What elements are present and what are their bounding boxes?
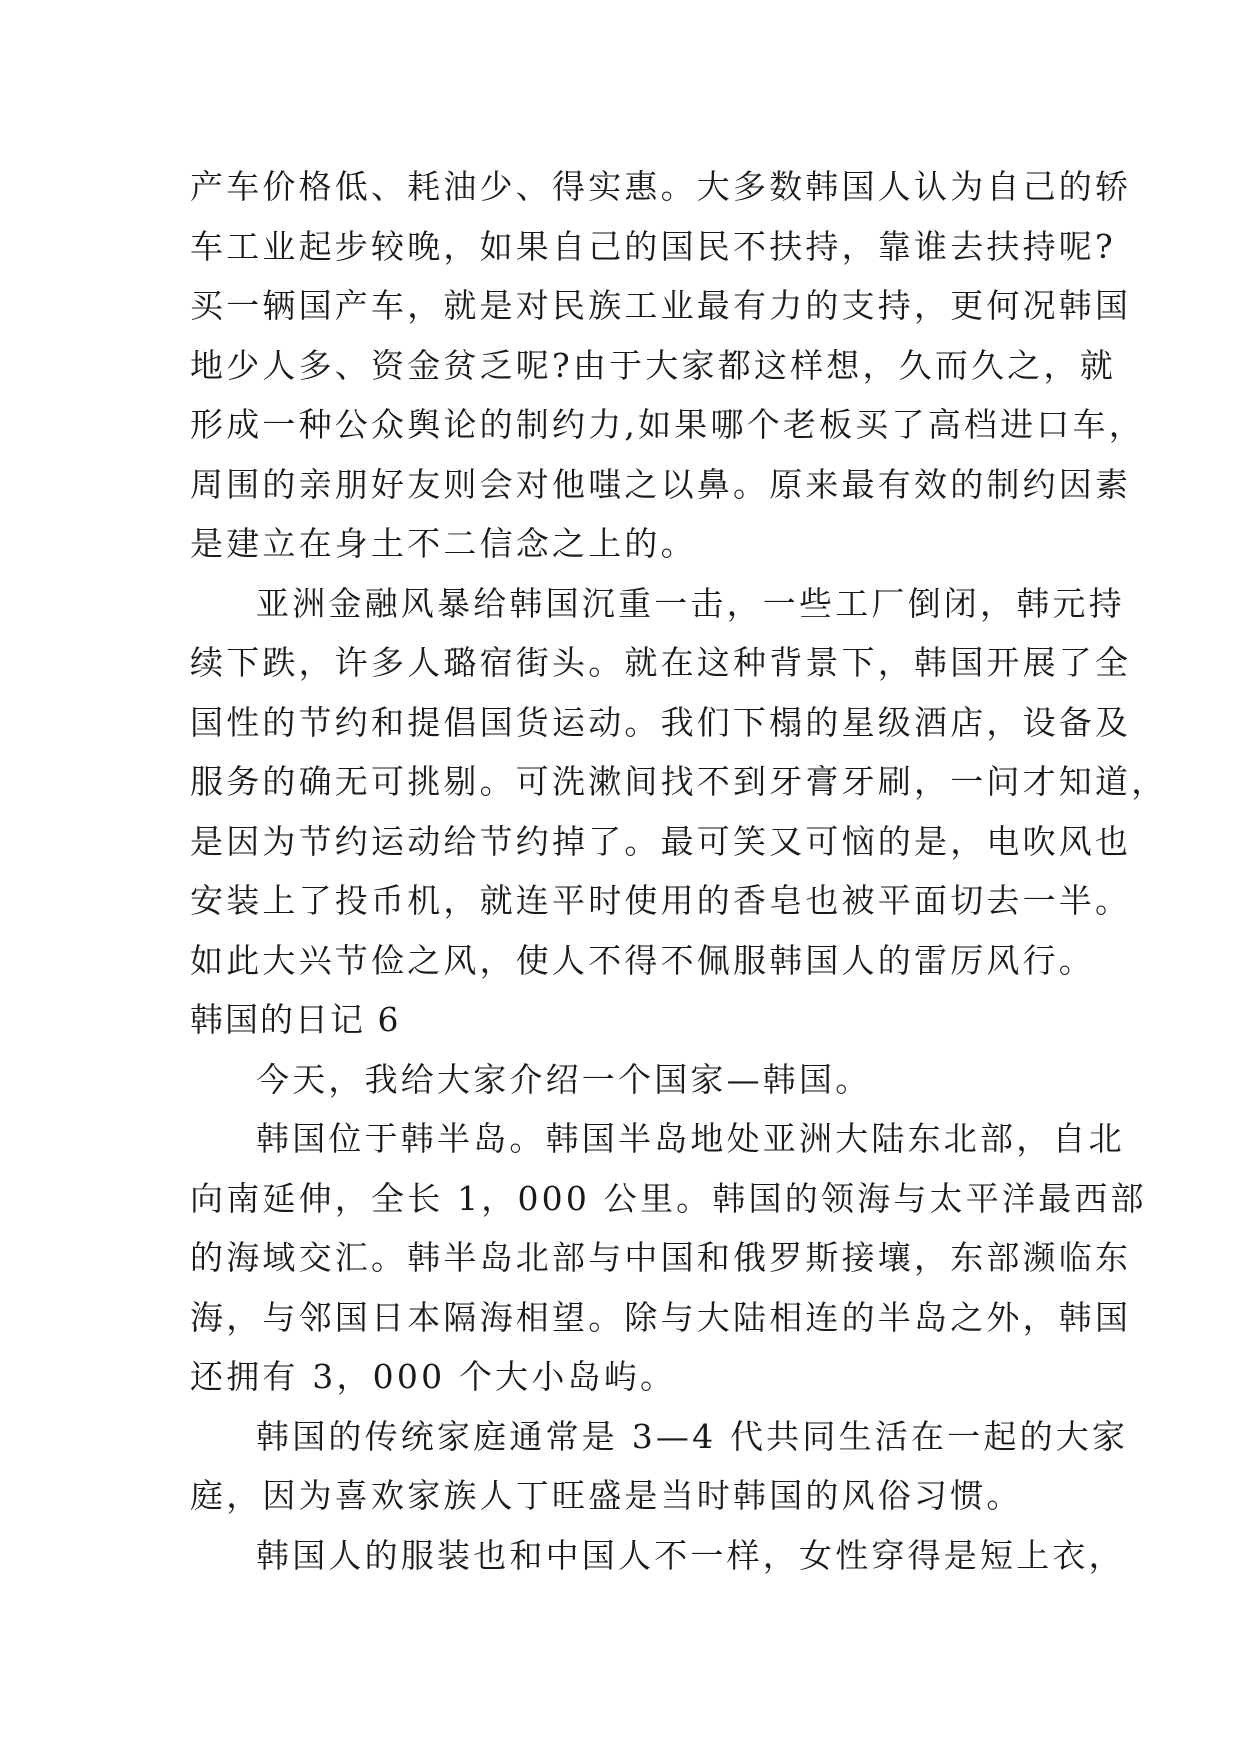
text-line: 产车价格低、耗油少、得实惠。大多数韩国人认为自己的轿 xyxy=(190,167,1132,206)
section-heading: 韩国的日记 6 xyxy=(190,1000,401,1039)
text-line: 韩国位于韩半岛。韩国半岛地处亚洲大陆东北部，自北 xyxy=(256,1119,1125,1158)
text-line: 续下跌，许多人璐宿街头。就在这种背景下，韩国开展了全 xyxy=(190,643,1132,682)
text-line: 如此大兴节俭之风，使人不得不佩服韩国人的雷厉风行。 xyxy=(190,940,1095,980)
text-line: 周围的亲朋好友则会对他嗤之以鼻。原来最有效的制约因素 xyxy=(190,464,1132,504)
text-line: 买一辆国产车，就是对民族工业最有力的支持，更何况韩国 xyxy=(190,286,1132,325)
text-line: 韩国的传统家庭通常是 3—4 代共同生活在一起的大家 xyxy=(256,1416,1129,1456)
text-line: 海，与邻国日本隔海相望。除与大陆相连的半岛之外，韩国 xyxy=(190,1297,1132,1337)
text-line: 国性的节约和提倡国货运动。我们下榻的星级酒店，设备及 xyxy=(190,702,1132,742)
text-line: 亚洲金融风暴给韩国沉重一击，一些工厂倒闭，韩元持 xyxy=(256,583,1125,623)
text-line: 韩国人的服装也和中国人不一样，女性穿得是短上衣， xyxy=(256,1535,1125,1575)
text-line: 服务的确无可挑剔。可洗漱间找不到牙膏牙刷，一问才知道， xyxy=(190,762,1168,801)
body-text xyxy=(190,157,1168,1585)
text-line: 地少人多、资金贫乏呢?由于大家都这样想，久而久之，就 xyxy=(190,345,1116,385)
text-line: 还拥有 3，000 个大小岛屿。 xyxy=(190,1357,677,1396)
text-line: 是因为节约运动给节约掉了。最可笑又可恼的是，电吹风也 xyxy=(190,821,1132,861)
text-line: 今天，我给大家介绍一个国家—韩国。 xyxy=(256,1059,872,1099)
text-line: 庭，因为喜欢家族人丁旺盛是当时韩国的风俗习惯。 xyxy=(190,1476,1023,1515)
text-line: 车工业起步较晚，如果自己的国民不扶持，靠谁去扶持呢? xyxy=(190,226,1116,266)
text-line: 的海域交汇。韩半岛北部与中国和俄罗斯接壤，东部濒临东 xyxy=(190,1238,1132,1277)
text-line: 是建立在身土不二信念之上的。 xyxy=(190,524,697,563)
text-line: 安装上了投币机，就连平时使用的香皂也被平面切去一半。 xyxy=(190,881,1132,920)
text-line: 向南延伸，全长 1，000 公里。韩国的领海与太平洋最西部 xyxy=(190,1178,1147,1218)
text-line: 形成一种公众舆论的制约力,如果哪个老板买了高档进口车， xyxy=(190,405,1145,444)
